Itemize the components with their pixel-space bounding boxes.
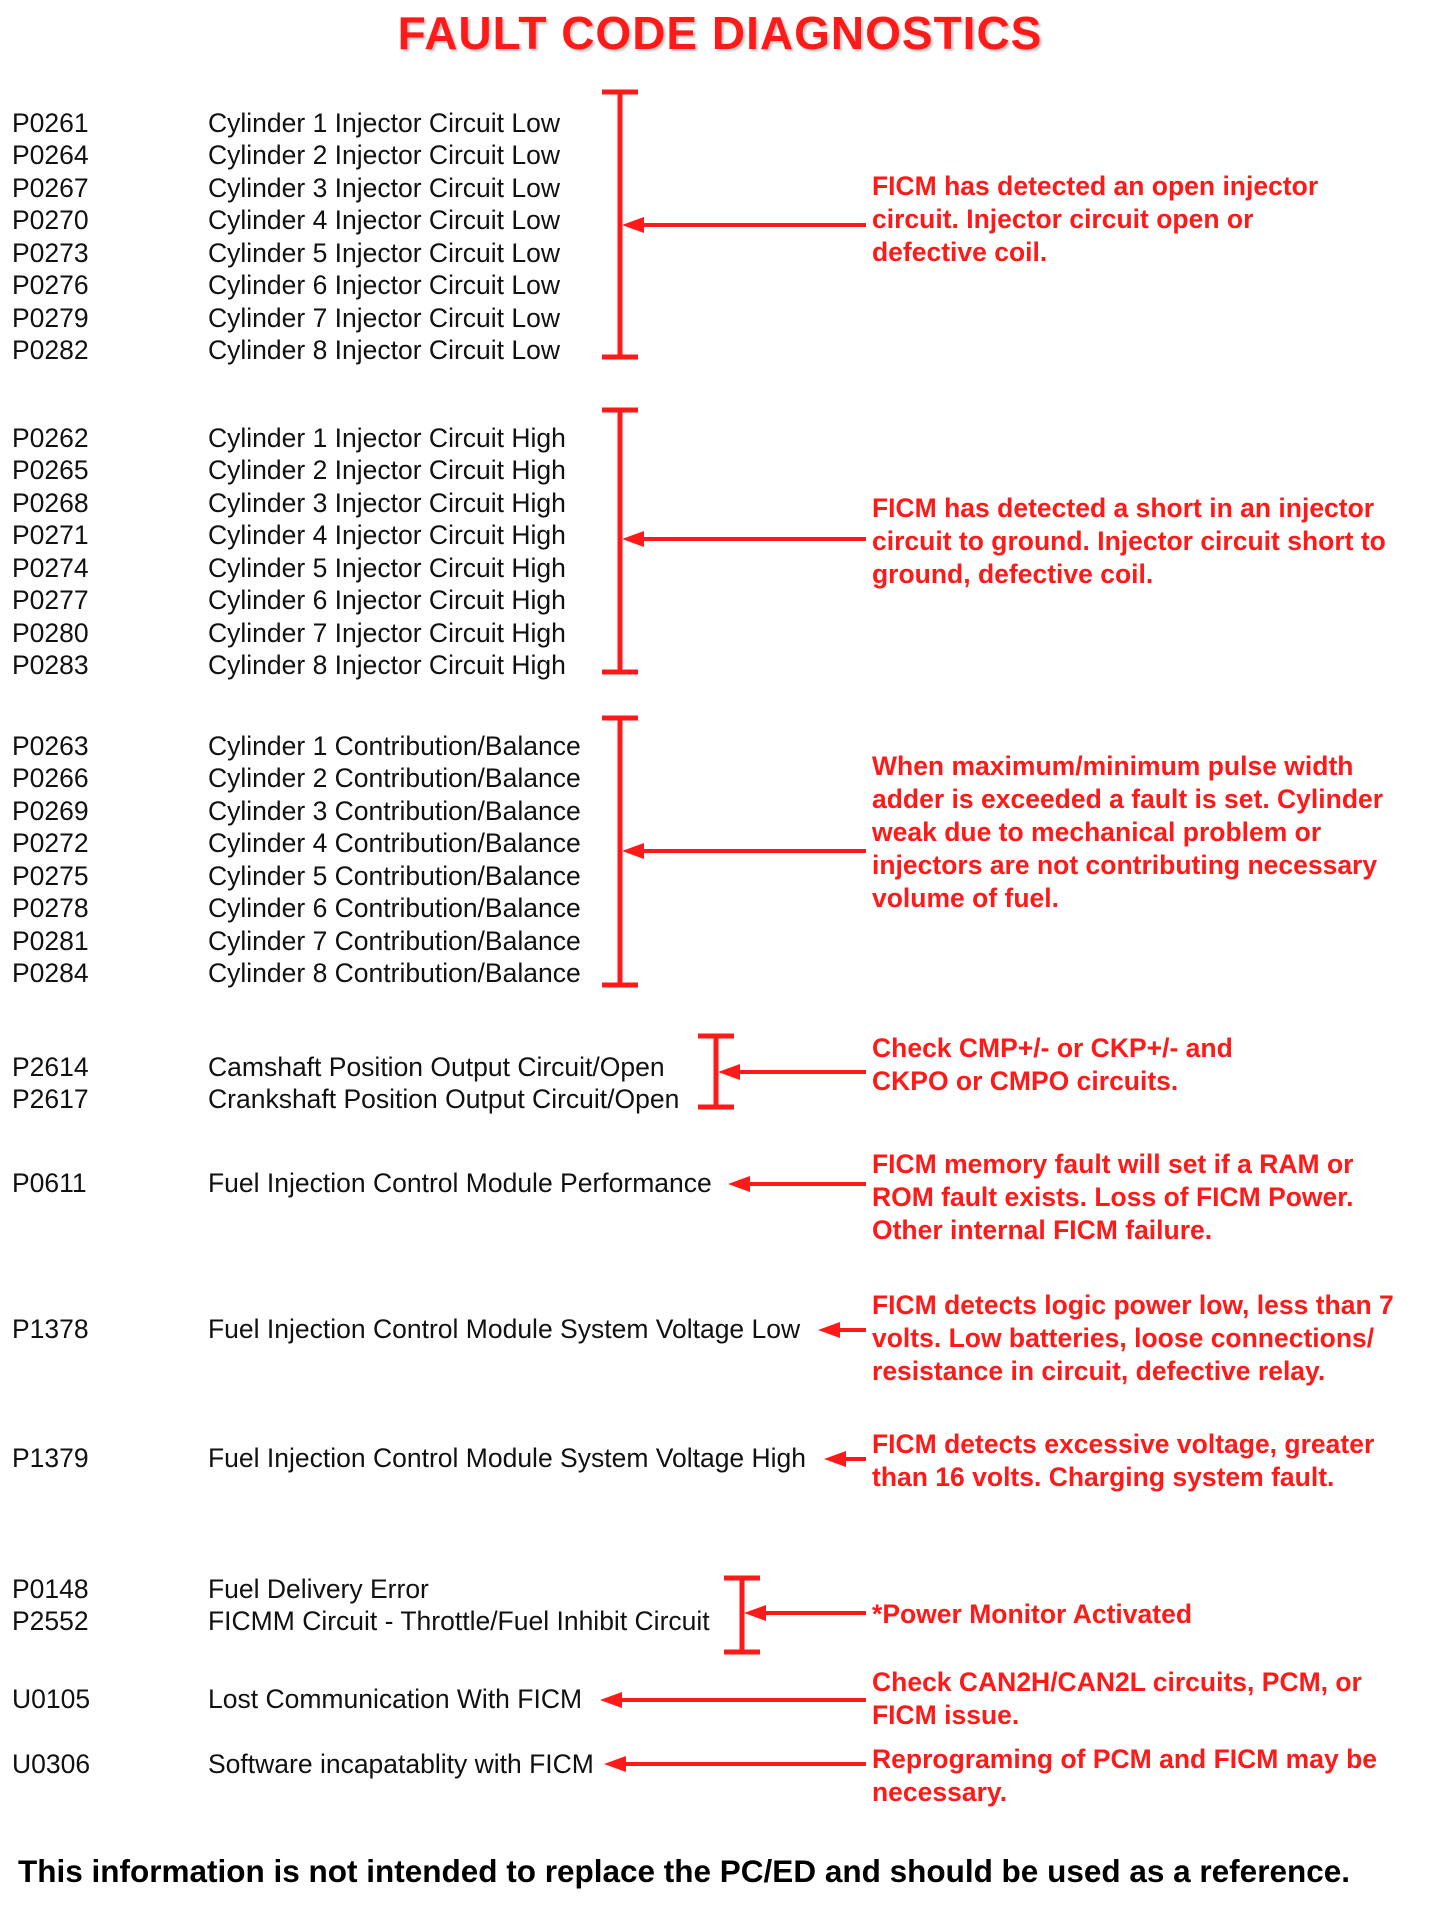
fault-description: Cylinder 6 Injector Circuit High xyxy=(208,585,566,615)
fault-code: P0273 xyxy=(12,238,89,268)
arrow-head xyxy=(622,531,644,547)
fault-code: P0611 xyxy=(12,1168,87,1198)
diagnostic-note xyxy=(872,750,1383,915)
note-line: FICM memory fault will set if a RAM or xyxy=(872,1149,1354,1179)
fault-description: Cylinder 2 Injector Circuit Low xyxy=(208,140,560,170)
fault-description: Cylinder 7 Contribution/Balance xyxy=(208,926,581,956)
fault-code: P0266 xyxy=(12,763,89,793)
diagnostic-note xyxy=(872,1148,1354,1247)
note-line: CKPO or CMPO circuits. xyxy=(872,1066,1179,1096)
fault-code: P0270 xyxy=(12,205,89,235)
note-line: Other internal FICM failure. xyxy=(872,1215,1213,1245)
arrow-head xyxy=(824,1451,846,1467)
fault-code: P0283 xyxy=(12,650,89,680)
fault-code: P0264 xyxy=(12,140,89,170)
fault-description: Cylinder 1 Injector Circuit High xyxy=(208,423,566,453)
note-line: injectors are not contributing necessary xyxy=(872,850,1378,880)
fault-code: P0272 xyxy=(12,828,89,858)
fault-code: P1378 xyxy=(12,1314,89,1344)
fault-code: P2617 xyxy=(12,1084,89,1114)
note-line: circuit. Injector circuit open or xyxy=(872,204,1254,234)
fault-code: P0148 xyxy=(12,1574,89,1604)
fault-code: P1379 xyxy=(12,1443,89,1473)
diagnostic-note xyxy=(872,1289,1394,1388)
diagnostic-note xyxy=(872,1598,1192,1631)
fault-description: Cylinder 8 Injector Circuit Low xyxy=(208,335,560,365)
fault-description: Fuel Injection Control Module System Voltage Low xyxy=(208,1314,801,1344)
arrow-head xyxy=(622,843,644,859)
note-line: resistance in circuit, defective relay. xyxy=(872,1356,1326,1386)
note-line: circuit to ground. Injector circuit short to xyxy=(872,526,1386,556)
fault-description: Cylinder 6 Injector Circuit Low xyxy=(208,270,560,300)
arrow-head xyxy=(728,1176,750,1192)
fault-code: P0271 xyxy=(12,520,89,550)
fault-description: Software incapatablity with FICM xyxy=(208,1749,594,1779)
fault-code: U0105 xyxy=(12,1684,91,1714)
fault-code: P0269 xyxy=(12,796,89,826)
fault-description: Cylinder 5 Injector Circuit High xyxy=(208,553,566,583)
note-line: volts. Low batteries, loose connections/ xyxy=(872,1323,1375,1353)
fault-code: P0275 xyxy=(12,861,89,891)
fault-description: Cylinder 3 Contribution/Balance xyxy=(208,796,581,826)
fault-code: P0268 xyxy=(12,488,89,518)
fault-description: Cylinder 3 Injector Circuit High xyxy=(208,488,566,518)
note-line: than 16 volts. Charging system fault. xyxy=(872,1462,1335,1492)
note-line: FICM issue. xyxy=(872,1700,1020,1730)
arrow-head xyxy=(818,1322,840,1338)
fault-code: P0276 xyxy=(12,270,89,300)
fault-description: Fuel Injection Control Module Performance xyxy=(208,1168,712,1198)
fault-description: FICMM Circuit - Throttle/Fuel Inhibit Circuit xyxy=(208,1606,710,1636)
fault-code: P0277 xyxy=(12,585,89,615)
note-line: FICM detects logic power low, less than 7 xyxy=(872,1290,1394,1320)
note-line: Check CAN2H/CAN2L circuits, PCM, or xyxy=(872,1667,1362,1697)
note-line: necessary. xyxy=(872,1777,1008,1807)
diagnostic-note xyxy=(872,1032,1233,1098)
fault-code: P0279 xyxy=(12,303,89,333)
fault-code: P0267 xyxy=(12,173,89,203)
page-title: FAULT CODE DIAGNOSTICS xyxy=(397,7,1043,59)
arrow-head xyxy=(718,1064,740,1080)
fault-description: Cylinder 7 Injector Circuit High xyxy=(208,618,566,648)
fault-description: Cylinder 3 Injector Circuit Low xyxy=(208,173,560,203)
note-line: FICM detects excessive voltage, greater xyxy=(872,1429,1375,1459)
fault-description: Fuel Injection Control Module System Voltage High xyxy=(208,1443,807,1473)
arrow-head xyxy=(622,217,644,233)
fault-description: Cylinder 4 Injector Circuit High xyxy=(208,520,566,550)
note-line: ROM fault exists. Loss of FICM Power. xyxy=(872,1182,1354,1212)
arrow-head xyxy=(604,1756,626,1772)
fault-code: P0265 xyxy=(12,455,89,485)
fault-description: Lost Communication With FICM xyxy=(208,1684,583,1714)
fault-description: Cylinder 4 Injector Circuit Low xyxy=(208,205,560,235)
fault-code: P0262 xyxy=(12,423,89,453)
note-line: adder is exceeded a fault is set. Cylinder xyxy=(872,784,1384,814)
fault-description: Cylinder 1 Injector Circuit Low xyxy=(208,108,560,138)
fault-code: P0282 xyxy=(12,335,89,365)
footer-disclaimer: This information is not intended to replace the PC/ED and should be used as a reference. xyxy=(18,1853,1350,1889)
note-line: Check CMP+/- or CKP+/- and xyxy=(872,1033,1233,1063)
arrow-head xyxy=(600,1692,622,1708)
note-line: defective coil. xyxy=(872,237,1048,267)
fault-description: Cylinder 8 Contribution/Balance xyxy=(208,958,581,988)
note-line: FICM has detected an open injector xyxy=(872,171,1319,201)
fault-description: Cylinder 4 Contribution/Balance xyxy=(208,828,581,858)
note-line: FICM has detected a short in an injector xyxy=(872,493,1375,523)
diagnostic-note xyxy=(872,1743,1377,1809)
note-line: ground, defective coil. xyxy=(872,559,1154,589)
note-line: weak due to mechanical problem or xyxy=(872,817,1322,847)
diagnostic-note xyxy=(872,170,1318,269)
fault-code: P2552 xyxy=(12,1606,89,1636)
fault-code: P0261 xyxy=(12,108,89,138)
fault-code: U0306 xyxy=(12,1749,91,1779)
fault-code: P0281 xyxy=(12,926,89,956)
fault-description: Cylinder 5 Injector Circuit Low xyxy=(208,238,560,268)
note-line: When maximum/minimum pulse width xyxy=(872,751,1354,781)
fault-description: Camshaft Position Output Circuit/Open xyxy=(208,1052,665,1082)
fault-description: Crankshaft Position Output Circuit/Open xyxy=(208,1084,680,1114)
fault-description: Cylinder 2 Contribution/Balance xyxy=(208,763,581,793)
arrow-head xyxy=(744,1605,766,1621)
fault-description: Cylinder 7 Injector Circuit Low xyxy=(208,303,560,333)
diagnostic-note xyxy=(872,1666,1362,1732)
diagnostic-note xyxy=(872,492,1386,591)
fault-code: P0280 xyxy=(12,618,89,648)
fault-code: P0274 xyxy=(12,553,89,583)
fault-code: P0284 xyxy=(12,958,89,988)
fault-description: Fuel Delivery Error xyxy=(208,1574,429,1604)
fault-description: Cylinder 8 Injector Circuit High xyxy=(208,650,566,680)
fault-description: Cylinder 5 Contribution/Balance xyxy=(208,861,581,891)
fault-description: Cylinder 6 Contribution/Balance xyxy=(208,893,581,923)
diagnostic-note xyxy=(872,1428,1374,1494)
note-line: *Power Monitor Activated xyxy=(872,1599,1193,1629)
fault-code: P2614 xyxy=(12,1052,89,1082)
note-line: volume of fuel. xyxy=(872,883,1059,913)
fault-code: P0263 xyxy=(12,731,89,761)
fault-description: Cylinder 1 Contribution/Balance xyxy=(208,731,581,761)
fault-code: P0278 xyxy=(12,893,89,923)
note-line: Reprograming of PCM and FICM may be xyxy=(872,1744,1378,1774)
fault-description: Cylinder 2 Injector Circuit High xyxy=(208,455,566,485)
